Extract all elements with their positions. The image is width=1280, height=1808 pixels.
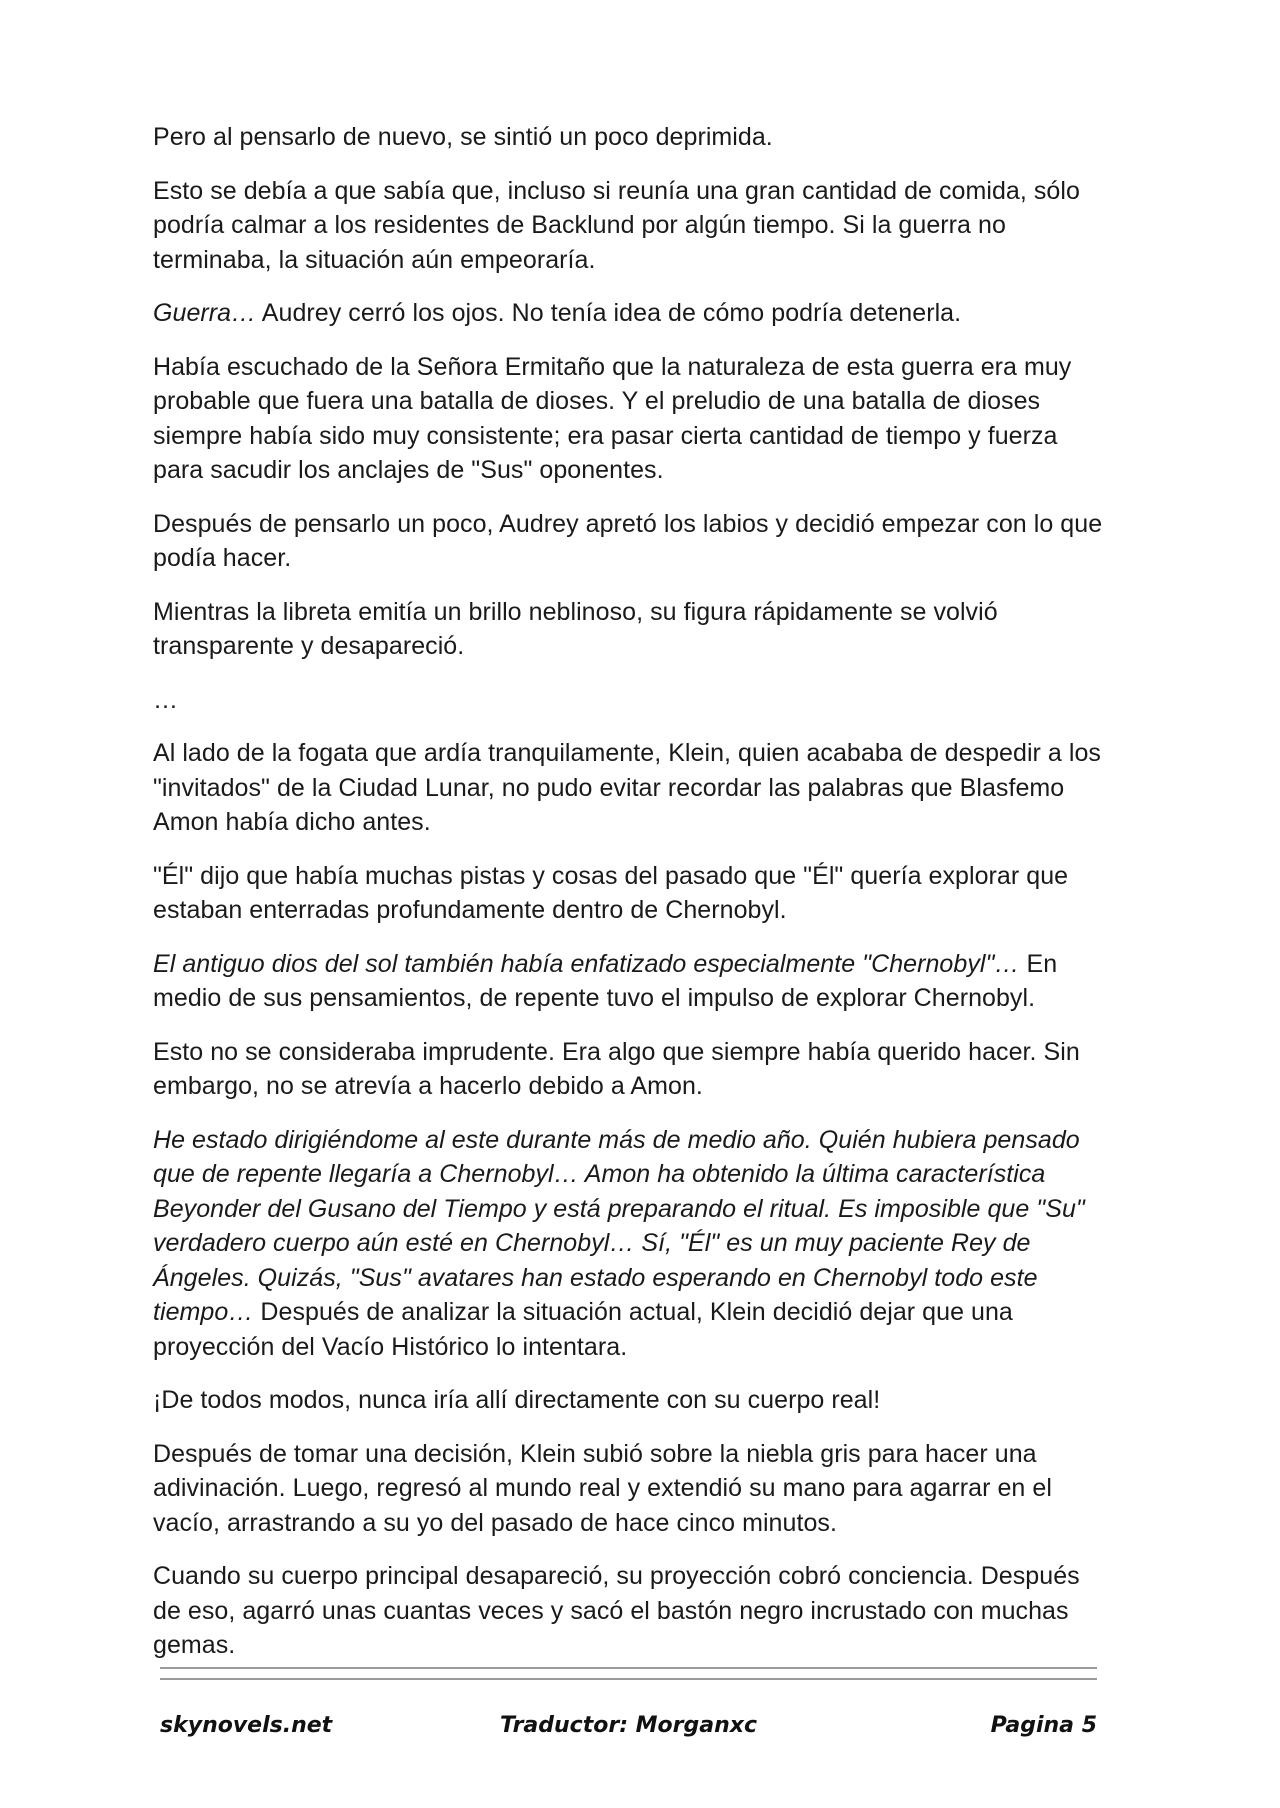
paragraph [153, 736, 1113, 840]
text-segment: Al lado de la fogata que ardía tranquilamente, Klein, quien acababa de despedir a los "invitados" de la Ciudad Lunar, no pudo evitar recordar las palabras que Blasfemo Amon había dicho antes. [153, 739, 1101, 836]
text-segment: Había escuchado de la Señora Ermitaño que la naturaleza de esta guerra era muy probable que fuera una batalla de dioses. Y el preludio de una batalla de dioses siempre había sido muy consistente; era pasar cierta cantidad de tiempo y fuerza para sacudir los anclajes de "Sus" oponentes. [153, 352, 1072, 484]
text-segment: Mientras la libreta emitía un brillo neblinoso, su figura rápidamente se volvió transparente y desapareció. [153, 597, 998, 660]
text-segment: En medio de sus pensamientos, de repente tuvo el impulso de explorar Chernobyl. [153, 949, 1058, 1012]
paragraph [153, 1437, 1113, 1541]
text-segment: … [153, 685, 179, 714]
paragraph [153, 947, 1113, 1016]
text-segment: Audrey cerró los ojos. No tenía idea de cómo podría detenerla. [256, 299, 962, 327]
paragraph [153, 1559, 1113, 1663]
paragraph [153, 1123, 1113, 1365]
divider-line [160, 1678, 1097, 1680]
text-segment: Pero al pensarlo de nuevo, se sintió un poco deprimida. [153, 123, 773, 151]
text-segment: Esto no se consideraba imprudente. Era algo que siempre había querido hacer. Sin embargo, no se atrevía a hacerlo debido a Amon. [153, 1037, 1080, 1100]
text-segment: ¡De todos modos, nunca iría allí directamente con su cuerpo real! [153, 1386, 881, 1414]
document-body [153, 120, 1113, 1682]
italic-text: El antiguo dios del sol también había enfatizado especialmente "Chernobyl"… [153, 949, 1020, 978]
footer-divider [160, 1667, 1097, 1689]
text-segment: Después de tomar una decisión, Klein subió sobre la niebla gris para hacer una adivinación. Luego, regresó al mundo real y extendió su mano para agarrar en el vacío, arrastrando a su yo del pasado de hace cinco minutos. [153, 1439, 1052, 1537]
paragraph [153, 350, 1113, 488]
page-footer [160, 1713, 1097, 1743]
paragraph [153, 507, 1113, 576]
paragraph [153, 1383, 1113, 1418]
text-segment: Esto se debía a que sabía que, incluso si reunía una gran cantidad de comida, sólo podría calmar a los residentes de Backlund por algún tiempo. Si la guerra no terminaba, la situación aún empeoraría. [153, 176, 1080, 274]
text-segment: Después de analizar la situación actual, Klein decidió dejar que una proyección del Vacío Histórico lo intentara. [153, 1298, 1013, 1361]
paragraph [153, 120, 1113, 155]
paragraph [153, 859, 1113, 928]
text-segment: Cuando su cuerpo principal desapareció, su proyección cobró conciencia. Después de eso, agarró unas cuantas veces y sacó el bastón negro incrustado con muchas gemas. [153, 1562, 1080, 1659]
divider-line [160, 1667, 1097, 1669]
paragraph [153, 174, 1113, 278]
italic-text: He estado dirigiéndome al este durante más de medio año. Quién hubiera pensado que de repente llegaría a Chernobyl… Amon ha obtenido la última característica Beyonder del Gusano del Tiempo y está preparando el ritual. Es imposible que "Su" verdadero cuerpo aún esté en Chernobyl… Sí, "Él" es un muy paciente Rey de Ángeles. Quizás, "Sus" avatares han estado esperando en Chernobyl todo este tiempo… [153, 1125, 1085, 1326]
footer-site: skynovels.net [160, 1713, 333, 1738]
text-segment: "Él" dijo que había muchas pistas y cosas del pasado que "Él" quería explorar que estaban enterradas profundamente dentro de Chernobyl. [153, 861, 1069, 924]
paragraph [153, 296, 1113, 331]
paragraph [153, 595, 1113, 664]
footer-translator: Traductor: Morganxc [499, 1713, 758, 1738]
paragraph [153, 683, 1113, 718]
text-segment: Después de pensarlo un poco, Audrey apretó los labios y decidió empezar con lo que podía hacer. [153, 509, 1103, 572]
footer-page-number: Pagina 5 [990, 1713, 1097, 1738]
italic-text: Guerra… [153, 299, 257, 327]
paragraph [153, 1035, 1113, 1104]
